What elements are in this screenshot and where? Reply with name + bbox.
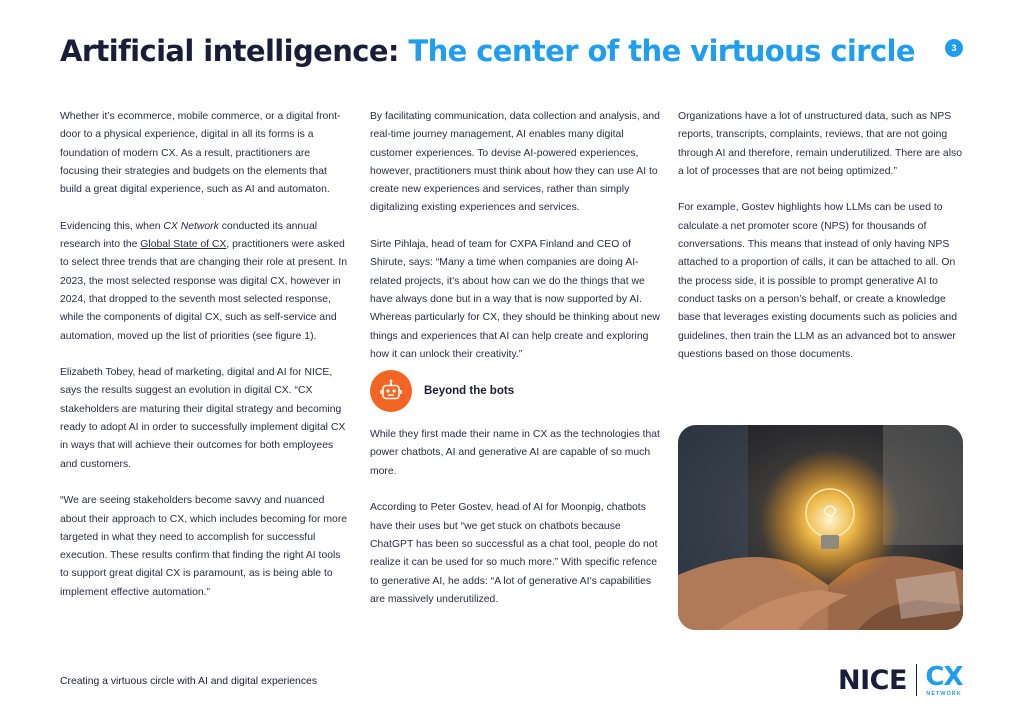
- paragraph: [60, 218, 350, 346]
- cx-network-logo: [925, 661, 963, 697]
- paragraph: Sirte Pihlaja, head of team for CXPA Finland and CEO of Shirute, says: “Many a time when companies are doing AI-related projects, it’s about how can we do the things that we have always done but in a way that is now supported by AI. Whereas particularly for CX, they should be thinking about new things and experiences that AI can help create and exploring how it can unlock their creativity.”: [370, 239, 660, 360]
- nice-cx-network-logo: [838, 660, 963, 700]
- section-title: Beyond the bots: [424, 385, 515, 397]
- logo-divider: [916, 664, 918, 696]
- nice-logo-text: NICE: [838, 664, 907, 696]
- text-run: conducted its annual research into the: [60, 220, 318, 251]
- paragraph: “We are seeing stakeholders become savvy and nuanced about their approach to CX, which includes becoming for more targeted in what they need to accomplish for successful execution. These results confirm that finding the right AI tools to support great digital CX is paramount, as is being able to implement effective automation.”: [60, 495, 348, 598]
- network-logo-text: NETWORK: [926, 690, 962, 697]
- title-part-1: Artificial intelligence:: [60, 34, 399, 68]
- column-1: [60, 108, 350, 620]
- paragraph: By facilitating communication, data collection and analysis, and real-time journey management, AI enables many digital customer experiences. To devise AI-powered experiences, however, practitioners must think about how they can use AI to create new experiences and services, rather than simply digitalizing existing experiences and services.: [370, 111, 660, 214]
- publication-name: CX Network: [163, 220, 219, 232]
- paragraph: For example, Gostev highlights how LLMs can be used to calculate a net promoter score (NPS) for thousands of conversations. This means that instead of only having NPS attached to a proportion of calls, it can be attached to all. On the process side, it is possible to prompt generative AI to conduct tasks on a person’s behalf, or create a knowledge base that leverages existing documents such as policies and guidelines, then train the LLM as an advanced bot to answer questions based on those documents.: [678, 202, 957, 360]
- text-run: , practitioners were asked to select three trends that are changing their role at present. In 2023, the most selected response was digital CX, however in 2024, that dropped to the seventh most selected response, while the components of digital CX, such as self-service and automation, moved up the list of priorities (see figure 1).: [60, 239, 348, 342]
- paragraph: While they first made their name in CX as the technologies that power chatbots, AI and generative AI are capable of so much more.: [370, 429, 660, 477]
- page-title: [60, 34, 915, 68]
- global-state-of-cx-link[interactable]: Global State of CX: [140, 239, 227, 251]
- paragraph: Whether it’s ecommerce, mobile commerce, or a digital front-door to a physical experience, digital in all its forms is a foundation of modern CX. As a result, practitioners are focusing their strategies and budgets on the elements that build a great digital experience, such as AI and automaton.: [60, 111, 341, 196]
- hands-lightbulb-photo: [678, 425, 963, 630]
- paragraph: Elizabeth Tobey, head of marketing, digital and AI for NICE, says the results suggest an evolution in digital CX. “CX stakeholders are maturing their digital strategy and becoming ready to adopt AI in order to successfully implement digital CX in ways that will achieve their outcomes for both employees and customers.: [60, 367, 346, 470]
- footer-text: Creating a virtuous circle with AI and digital experiences: [60, 676, 318, 687]
- page-number-badge: 3: [945, 39, 963, 57]
- section-heading: [370, 370, 660, 412]
- robot-icon: [370, 370, 412, 412]
- cx-logo-text: CX: [925, 661, 963, 692]
- column-3: [678, 108, 968, 382]
- column-2: [370, 108, 660, 627]
- paragraph: According to Peter Gostev, head of AI for Moonpig, chatbots have their uses but “we get stuck on chatbots because ChatGPT has been so successful as a chat tool, people do not realize it can be used for so much more.” With specific refence to generative AI, he adds: “A lot of generative AI’s capabilities are massively underutilized.: [370, 502, 658, 605]
- paragraph: Organizations have a lot of unstructured data, such as NPS reports, transcripts, complaints, reviews, that are not going through AI and therefore, remain underutilized. There are also a lot of processes that are not being optimized.”: [678, 111, 962, 177]
- text-run: Evidencing this, when: [60, 220, 164, 232]
- title-part-2: The center of the virtuous circle: [408, 34, 915, 68]
